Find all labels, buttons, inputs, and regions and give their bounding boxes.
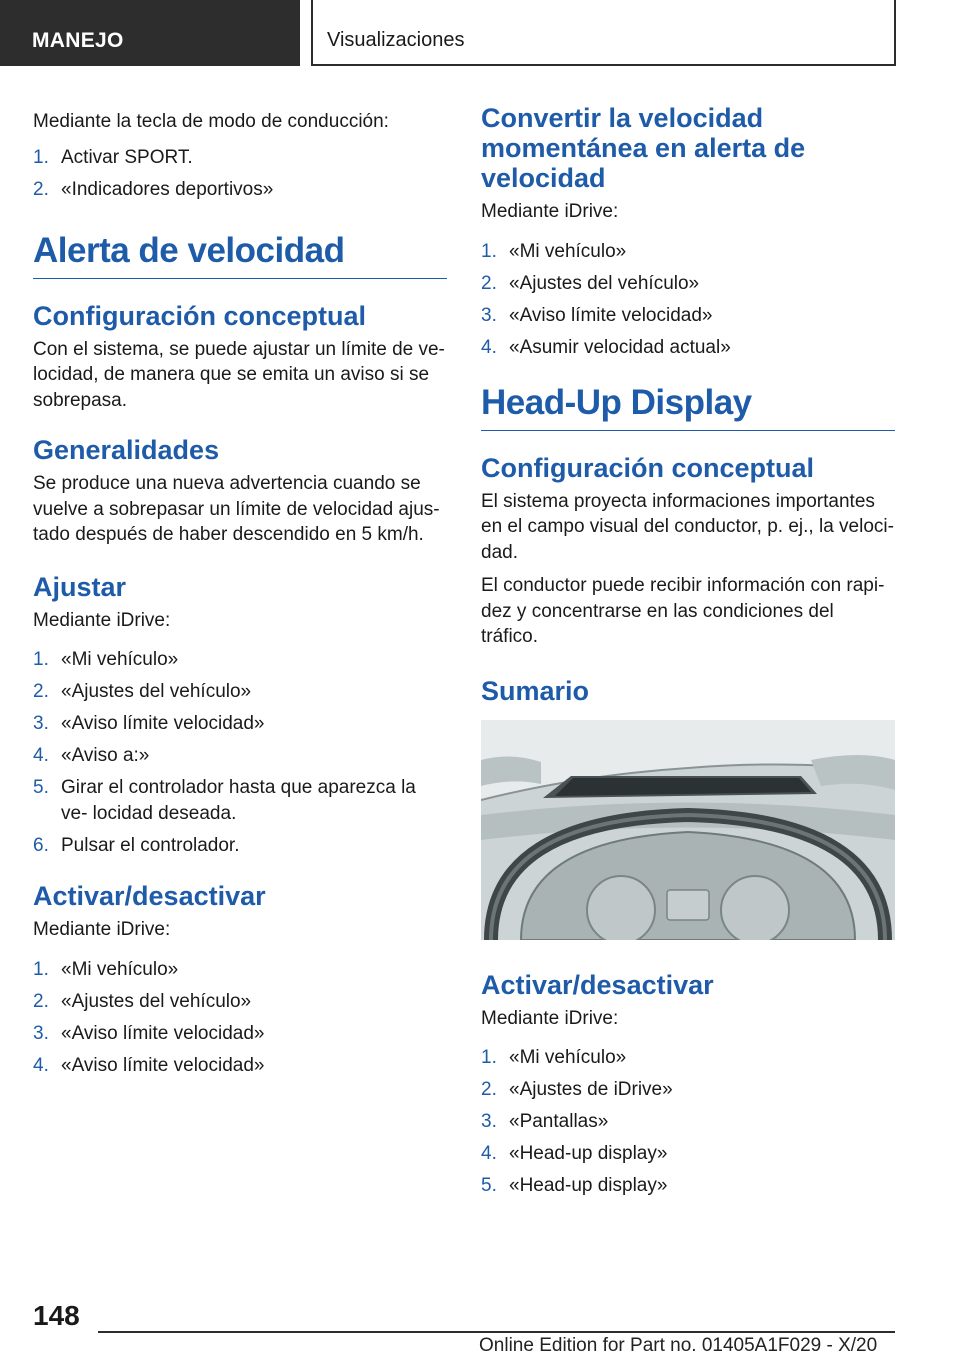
- heading-toggle: Activar/desactivar: [33, 881, 266, 911]
- heading-adjust: Ajustar: [33, 571, 127, 602]
- hud-illustration: [481, 720, 895, 940]
- list-item: 2. «Ajustes de iDrive»: [481, 1079, 673, 1100]
- heading-convert: Convertir la velocidad momentánea en alerta de velocidad: [481, 103, 806, 193]
- convert-intro: Mediante iDrive:: [481, 201, 619, 222]
- hud-concept-text-1: El sistema proyecta informaciones importantes en el campo visual del conductor, p. ej., la veloci- dad.: [481, 490, 894, 563]
- list-item: 3. «Aviso límite velocidad»: [481, 304, 713, 326]
- section-tab: MANEJO: [0, 0, 300, 66]
- heading-concept: Configuración conceptual: [33, 300, 367, 331]
- list-item: 1. «Mi vehículo»: [33, 649, 179, 670]
- list-item: 3. «Aviso límite velocidad»: [33, 713, 265, 734]
- toggle-steps: [33, 957, 447, 1079]
- convert-steps: [481, 239, 895, 361]
- list-item: 6. Pulsar el controlador.: [33, 835, 240, 856]
- list-item: 4. «Aviso a:»: [33, 745, 150, 766]
- list-item: 1. «Mi vehículo»: [481, 240, 627, 262]
- list-item: 5. «Head-up display»: [481, 1175, 668, 1196]
- list-item: 1. «Mi vehículo»: [481, 1047, 627, 1068]
- toggle-intro: Mediante iDrive:: [33, 919, 171, 940]
- list-item: 4. «Aviso límite velocidad»: [33, 1054, 265, 1076]
- list-item: 3. «Pantallas»: [481, 1111, 609, 1132]
- page-header: [0, 0, 960, 66]
- list-item: 2. «Ajustes del vehículo»: [33, 681, 252, 702]
- general-text: Se produce una nueva advertencia cuando se vuelve a sobrepasar un límite de velocidad ajus- tado después de haber descendido en 5 km/h.: [33, 473, 440, 545]
- list-item: 4. «Head-up display»: [481, 1143, 668, 1164]
- heading-summary: Sumario: [481, 675, 590, 706]
- adjust-steps: [33, 647, 447, 859]
- concept-text: Con el sistema, se puede ajustar un límite de ve- locidad, de manera que se emita un aviso si se sobrepasa.: [33, 338, 445, 411]
- list-item: 2. «Indicadores deportivos»: [33, 178, 274, 200]
- edition-text: Online Edition for Part no. 01405A1F029 - X/20: [479, 1335, 878, 1356]
- left-column: [33, 95, 447, 1085]
- hud-toggle-intro: Mediante iDrive:: [481, 1007, 619, 1029]
- right-column: [481, 95, 895, 1205]
- list-item: 1. «Mi vehículo»: [33, 958, 179, 980]
- list-item: 3. «Aviso límite velocidad»: [33, 1022, 265, 1044]
- sport-steps: [33, 145, 447, 203]
- list-item: 2. «Ajustes del vehículo»: [33, 990, 252, 1012]
- heading-hud-concept: Configuración conceptual: [481, 452, 815, 483]
- list-item: 4. «Asumir velocidad actual»: [481, 336, 731, 358]
- footer-divider: [98, 1331, 895, 1333]
- heading-hud: Head-Up Display: [481, 383, 895, 431]
- heading-general: Generalidades: [33, 435, 220, 465]
- chapter-title: Visualizaciones: [311, 0, 896, 66]
- hud-concept-text-2: El conductor puede recibir información con rapi- dez y concentrarse en las condiciones del tráfico.: [481, 575, 885, 647]
- dashboard-illustration-svg: [481, 720, 895, 940]
- heading-hud-toggle: Activar/desactivar: [481, 969, 714, 1000]
- heading-speed-alert: Alerta de velocidad: [33, 231, 447, 279]
- page-number: 148: [33, 1300, 80, 1331]
- sport-intro: Mediante la tecla de modo de conducción:: [33, 111, 389, 132]
- hud-toggle-steps: [481, 1045, 895, 1199]
- list-item: 2. «Ajustes del vehículo»: [481, 272, 700, 294]
- list-item: 1. Activar SPORT.: [33, 146, 193, 168]
- list-item: 5. Girar el controlador hasta que aparezca la ve- locidad deseada.: [33, 777, 416, 824]
- adjust-intro: Mediante iDrive:: [33, 609, 171, 631]
